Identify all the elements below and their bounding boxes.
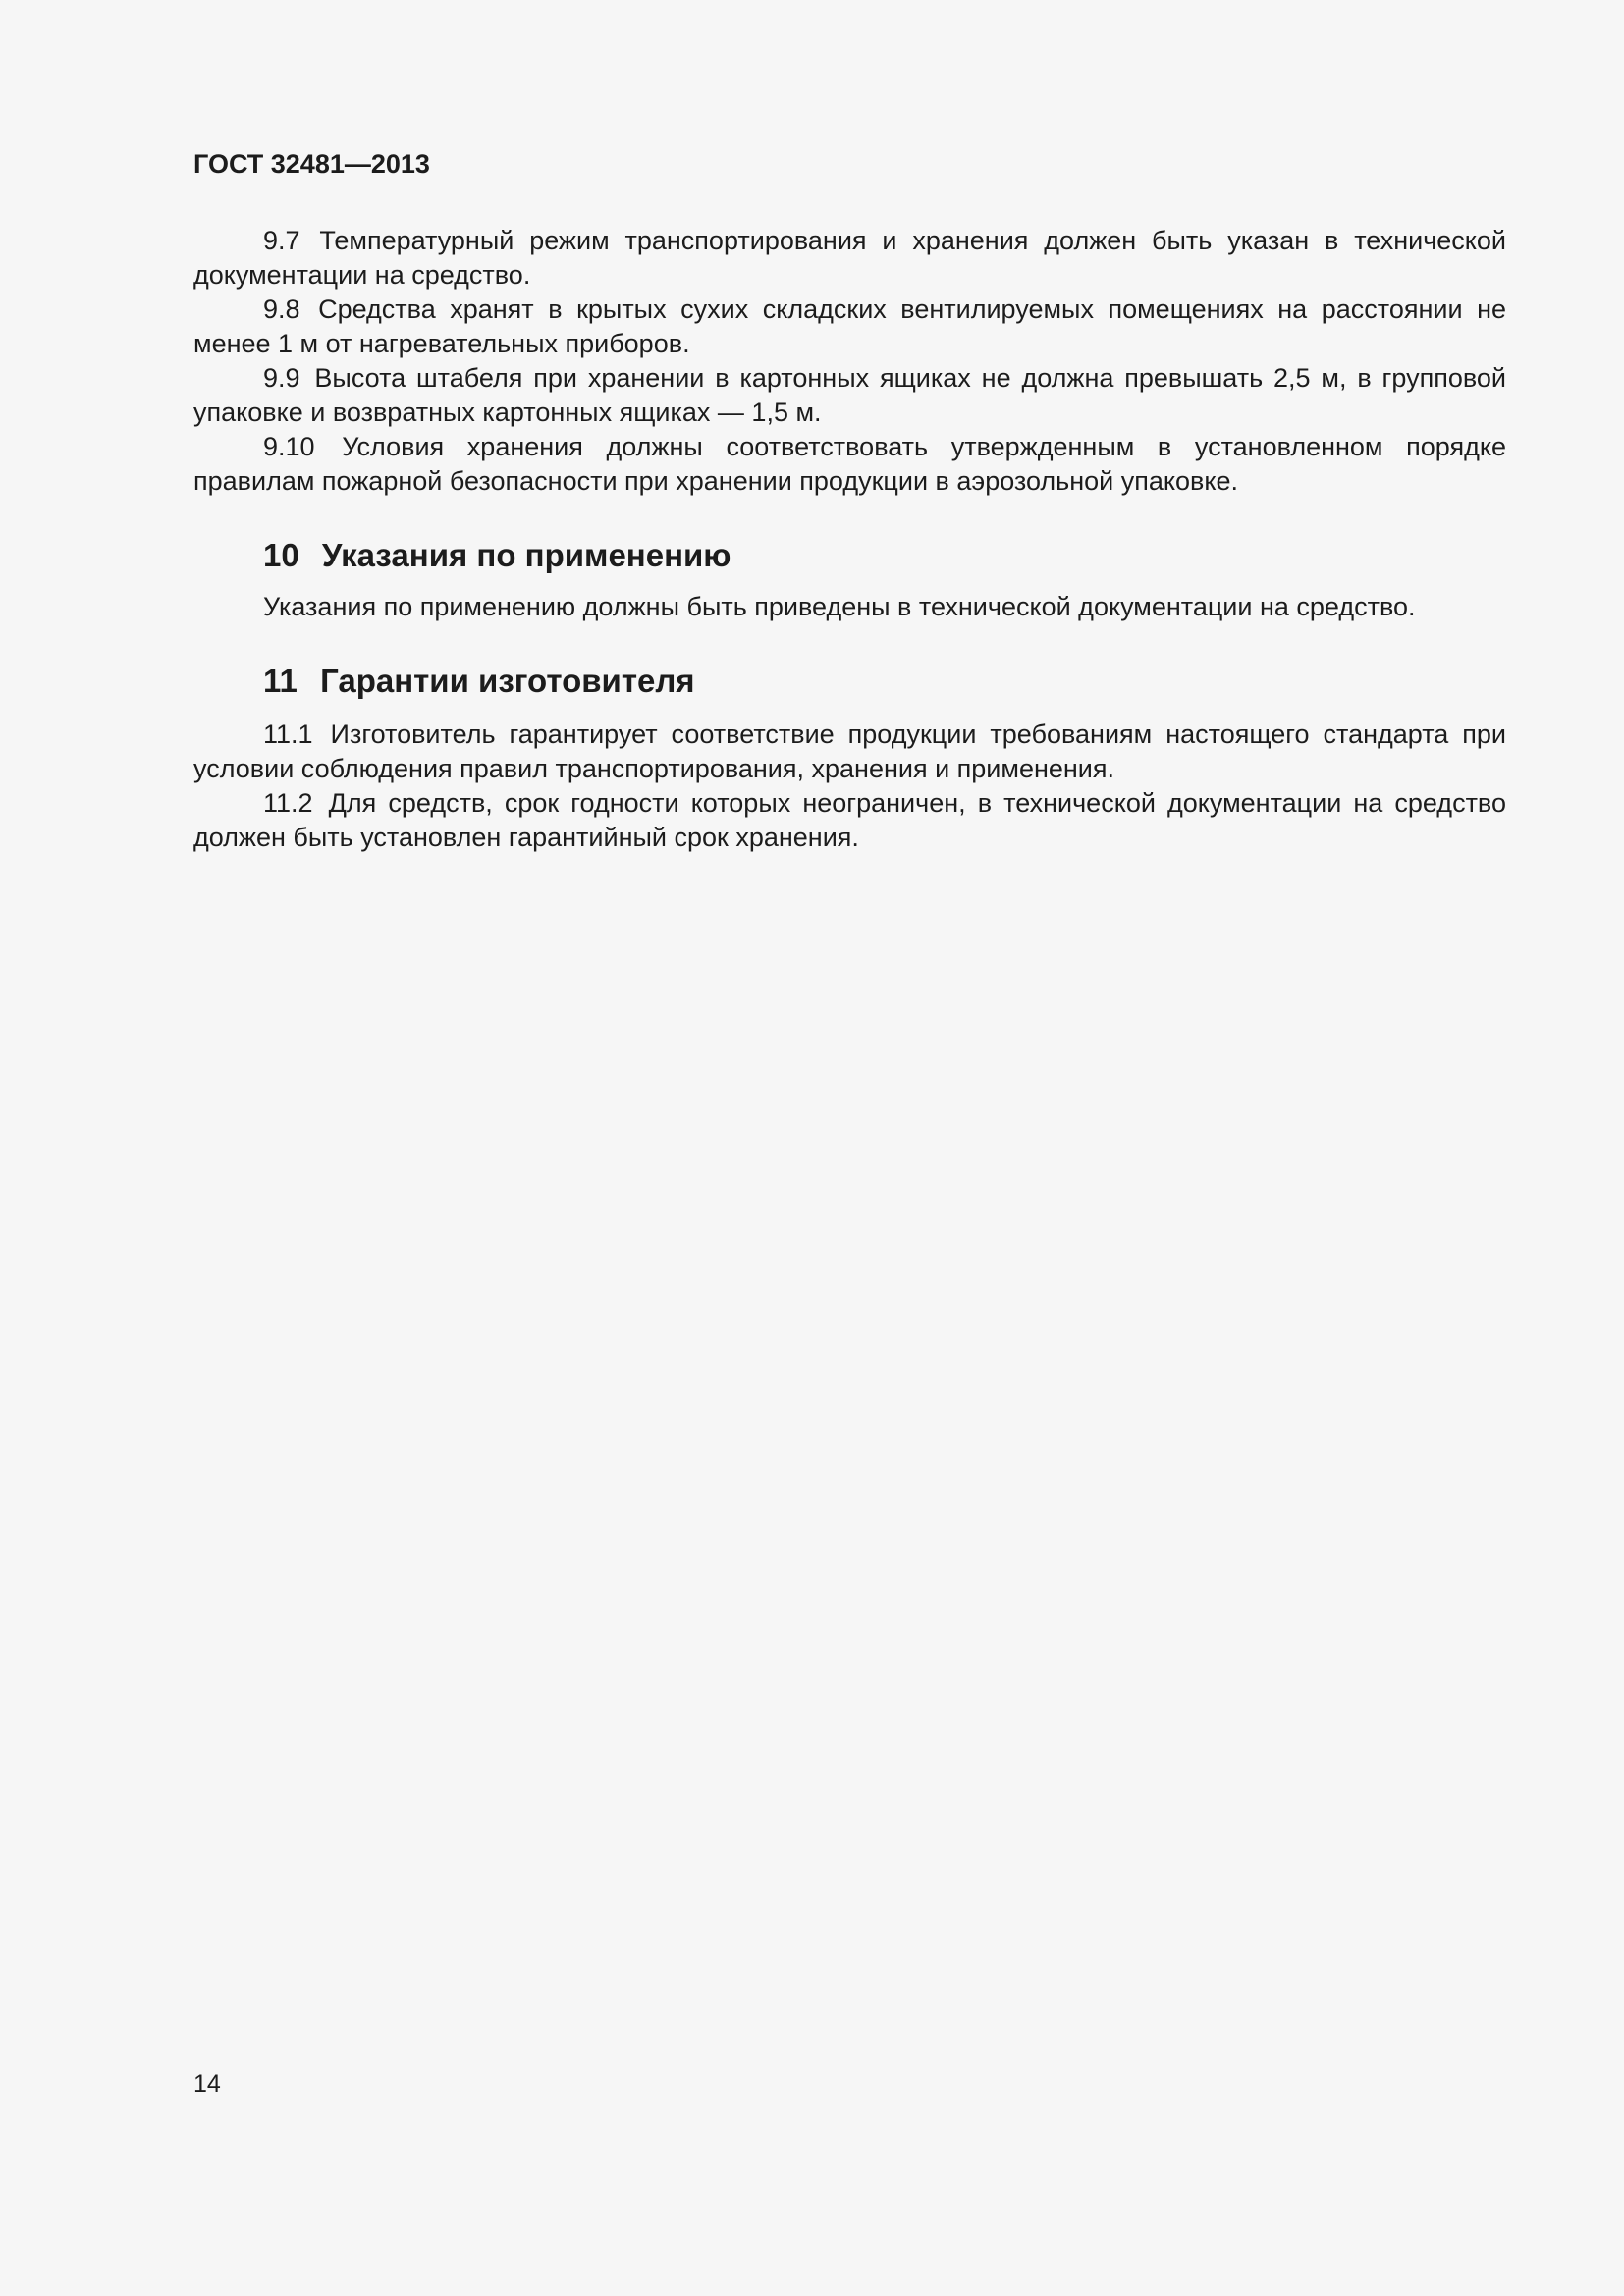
clause-number: 11.1	[263, 720, 313, 749]
clause-text: Условия хранения должны соответствовать утвержденным в установленном порядке правилам пожарной безопасности при хранении продукции в аэрозольной упаковке.	[193, 432, 1506, 496]
clause-number: 9.7	[263, 226, 300, 255]
clause-number: 11.2	[263, 788, 313, 818]
section-10-text: Указания по применению должны быть приведены в технической документации на средство.	[263, 592, 1416, 621]
clause-9-9	[193, 361, 1506, 430]
section-number: 11	[263, 663, 298, 699]
clause-number: 9.10	[263, 432, 315, 461]
document-header-title: ГОСТ 32481—2013	[193, 149, 430, 179]
clause-text: Изготовитель гарантирует соответствие продукции требованиям настоящего стандарта при условии соблюдения правил транспортирования, хранения и применения.	[193, 720, 1506, 783]
section-title: Указания по применению	[321, 537, 731, 573]
clause-11-1	[193, 718, 1506, 786]
clause-number: 9.8	[263, 294, 300, 324]
clause-text: Для средств, срок годности которых неограничен, в технической документации на средство должен быть установлен гарантийный срок хранения.	[193, 788, 1506, 852]
section-11-heading	[193, 662, 1506, 701]
clause-9-8	[193, 293, 1506, 361]
section-title: Гарантии изготовителя	[320, 663, 695, 699]
document-body	[193, 224, 1506, 855]
clause-text: Температурный режим транспортирования и хранения должен быть указан в технической документации на средство.	[193, 226, 1506, 290]
clause-text: Средства хранят в крытых сухих складских вентилируемых помещениях на расстоянии не менее 1 м от нагревательных приборов.	[193, 294, 1506, 358]
section-number: 10	[263, 537, 299, 573]
section-10-heading	[193, 536, 1506, 575]
clause-9-7	[193, 224, 1506, 293]
clause-11-2	[193, 786, 1506, 855]
clause-text: Высота штабеля при хранении в картонных ящиках не должна превышать 2,5 м, в групповой упаковке и возвратных картонных ящиках — 1,5 м.	[193, 363, 1506, 427]
page-number: 14	[193, 2070, 221, 2098]
clause-9-10	[193, 430, 1506, 499]
clause-number: 9.9	[263, 363, 300, 393]
